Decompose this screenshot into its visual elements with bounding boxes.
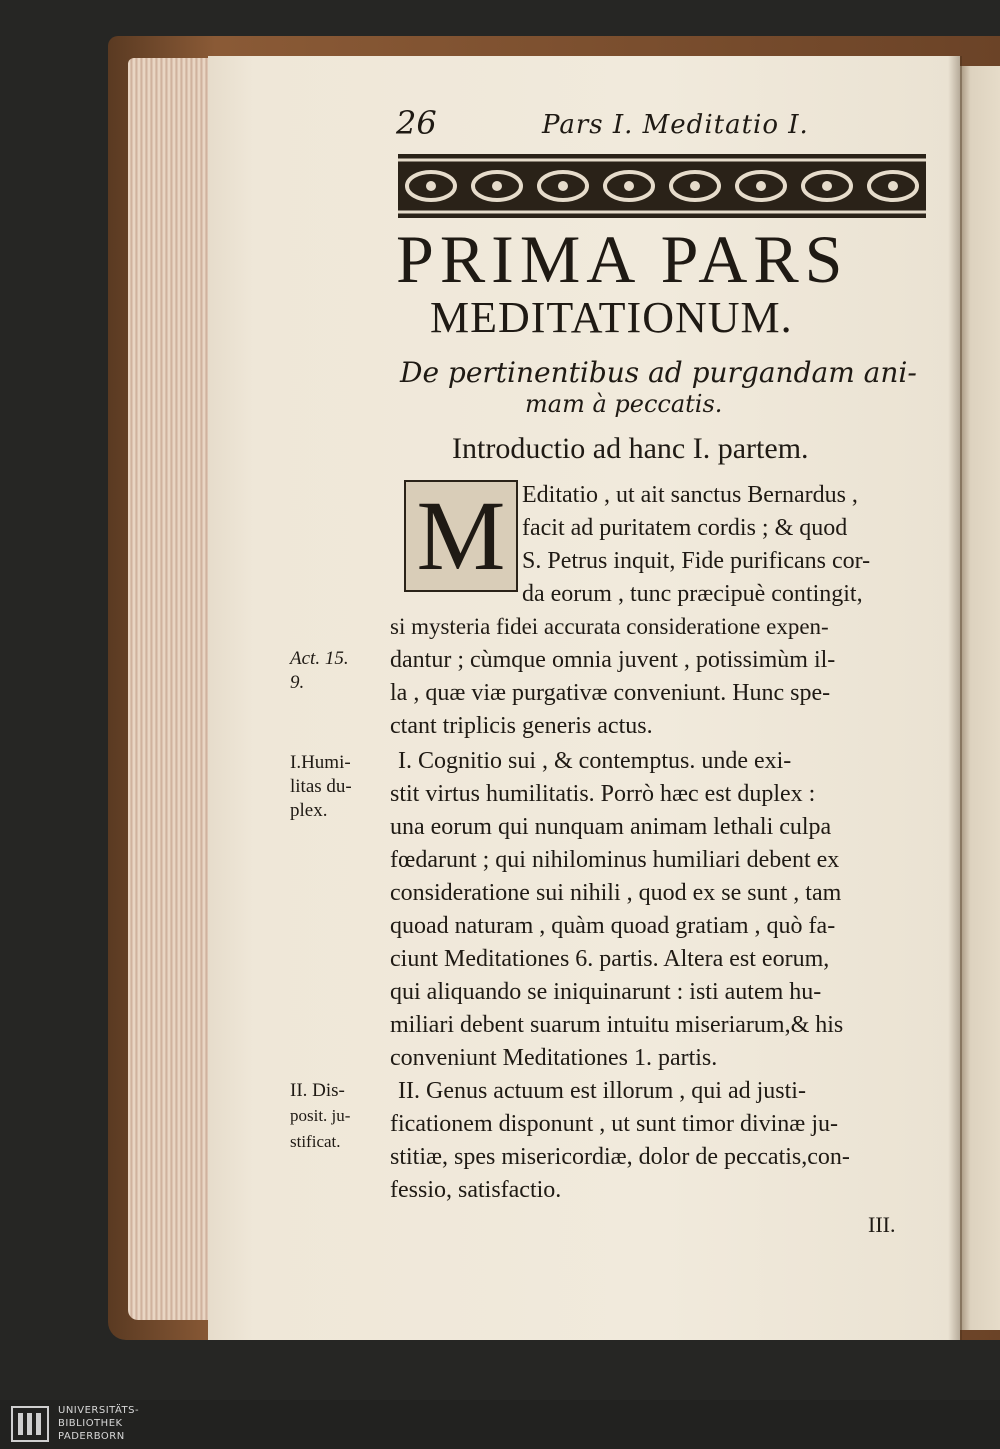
facing-page-edge [958, 66, 1000, 1330]
library-footer-bar [0, 1400, 1000, 1449]
body-line: conveniunt Meditationes 1. partis. [390, 1045, 718, 1071]
margin-note: stificat. [290, 1132, 341, 1151]
body-line: fœdarunt ; qui nihilominus humiliari debent ex [390, 847, 840, 873]
drop-cap-letter: M [416, 480, 506, 591]
body-line: I. Cognitio sui , & contemptus. unde exi- [398, 748, 792, 774]
body-line: stit virtus humilitatis. Porrò hæc est duplex : [390, 781, 816, 807]
body-line: ficationem disponunt , ut sunt timor divinæ ju- [390, 1111, 838, 1137]
margin-note: litas du- [290, 776, 352, 797]
body-line: dantur ; cùmque omnia juvent , potissimùm il- [390, 647, 836, 673]
library-logo-icon [10, 1405, 50, 1443]
library-name-line1: UNIVERSITÄTS- [58, 1405, 140, 1416]
main-title-line1: PRIMA PARS [396, 221, 849, 297]
drop-cap-frame [404, 480, 518, 592]
running-title: Pars I. Meditatio I. [542, 110, 809, 140]
ornament-band-icon [398, 154, 926, 218]
margin-note: Act. 15. [290, 648, 349, 669]
margin-note: 9. [290, 672, 305, 693]
margin-note: plex. [290, 800, 328, 821]
body-line: qui aliquando se iniquinarunt : isti autem hu- [390, 979, 822, 1005]
subtitle-line1: De pertinentibus ad purgandam ani- [400, 356, 917, 389]
body-line: stitiæ, spes misericordiæ, dolor de peccatis,con- [390, 1144, 850, 1170]
margin-note: posit. ju- [290, 1106, 351, 1125]
body-line: consideratione sui nihili , quod ex se sunt , tam [390, 880, 842, 906]
body-line: facit ad puritatem cordis ; & quod [522, 515, 848, 541]
library-name-line2: BIBLIOTHEK [58, 1418, 123, 1429]
body-line: ciunt Meditationes 6. partis. Altera est eorum, [390, 946, 830, 972]
catchword: III. [868, 1212, 896, 1237]
main-title-line2: MEDITATIONUM. [430, 293, 793, 342]
body-line: Editatio , ut ait sanctus Bernardus , [522, 482, 858, 508]
body-line: una eorum qui nunquam animam lethali culpa [390, 814, 832, 840]
body-line: la , quæ viæ purgativæ conveniunt. Hunc spe- [390, 680, 831, 706]
body-line: miliari debent suarum intuitu miseriarum,& his [390, 1012, 844, 1038]
library-name [58, 1404, 139, 1443]
body-line: ctant triplicis generis actus. [390, 713, 653, 739]
page-number: 26 [396, 104, 437, 142]
body-line: da eorum , tunc præcipuè contingit, [522, 581, 863, 607]
introduction-heading: Introductio ad hanc I. partem. [452, 432, 809, 465]
body-line: si mysteria fidei accurata consideratione expen- [390, 614, 829, 639]
margin-note: II. Dis- [290, 1080, 345, 1101]
margin-note: I.Humi- [290, 752, 351, 773]
body-line: II. Genus actuum est illorum , qui ad justi- [398, 1078, 806, 1104]
subtitle-line2: mam à peccatis. [525, 390, 723, 418]
body-line: quoad naturam , quàm quoad gratiam , quò fa- [390, 913, 836, 939]
gutter-shadow [948, 56, 962, 1340]
body-line: fessio, satisfactio. [390, 1177, 562, 1203]
library-name-line3: PADERBORN [58, 1431, 125, 1442]
body-line: S. Petrus inquit, Fide purificans cor- [522, 548, 871, 574]
